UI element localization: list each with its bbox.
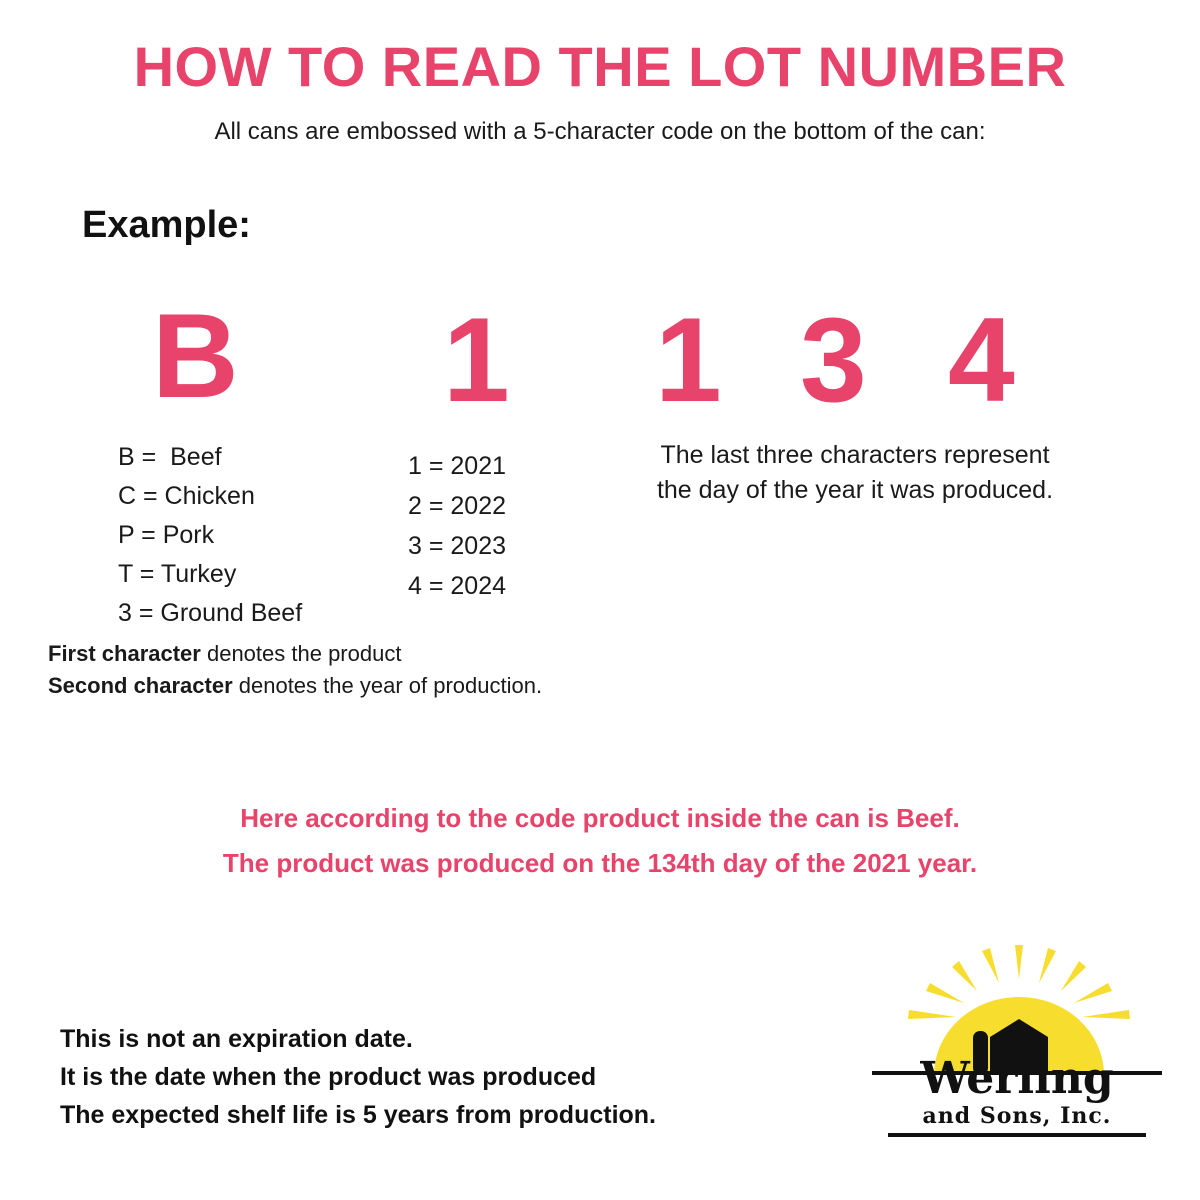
second-character-note-rest: denotes the year of production.	[232, 673, 543, 698]
year-legend-item: 4 = 2024	[408, 572, 507, 600]
year-legend-item: 2 = 2022	[408, 492, 507, 520]
product-legend	[118, 438, 302, 633]
werling-and-sons-logo	[872, 945, 1162, 1160]
second-character-note-bold: Second character	[48, 673, 233, 698]
first-character-note-rest: denotes the product	[200, 641, 402, 666]
day-explanation: The last three characters represent the day of the year it was produced.	[656, 441, 1054, 504]
conclusion-text	[0, 796, 1200, 886]
year-legend-item: 3 = 2023	[408, 532, 507, 560]
code-char-product: B	[152, 289, 239, 423]
product-legend-item: C = Chicken	[118, 482, 255, 510]
product-legend-item: B = Beef	[118, 443, 222, 471]
first-character-note	[48, 638, 542, 670]
page-subtitle: All cans are embossed with a 5-character code on the bottom of the can:	[214, 118, 986, 145]
code-char-day-2: 3	[800, 293, 867, 427]
logo-brand-subtitle: and Sons, Inc.	[922, 1103, 1112, 1129]
year-legend	[408, 446, 506, 606]
example-label: Example:	[82, 204, 251, 246]
first-character-note-bold: First character	[48, 641, 201, 666]
footer-note-line-3: The expected shelf life is 5 years from production.	[60, 1101, 656, 1129]
second-character-note	[48, 670, 542, 702]
code-char-day-1: 1	[655, 293, 722, 427]
conclusion-line-1: Here according to the code product inside the can is Beef.	[240, 803, 960, 833]
character-notes	[48, 638, 542, 702]
page-title: HOW TO READ THE LOT NUMBER	[133, 35, 1067, 98]
conclusion-line-2: The product was produced on the 134th day of the 2021 year.	[222, 848, 978, 878]
logo-brand-name: Werling	[920, 1053, 1114, 1104]
code-char-year: 1	[443, 293, 510, 427]
code-char-day-3: 4	[948, 293, 1015, 427]
logo-underline	[888, 1133, 1146, 1137]
product-legend-item: 3 = Ground Beef	[118, 599, 303, 627]
footer-note-line-1: This is not an expiration date.	[60, 1025, 413, 1053]
footer-note-line-2: It is the date when the product was produced	[60, 1063, 597, 1091]
footer-note	[60, 1020, 656, 1134]
product-legend-item: P = Pork	[118, 521, 215, 549]
year-legend-item: 1 = 2021	[408, 452, 507, 480]
product-legend-item: T = Turkey	[118, 560, 237, 588]
